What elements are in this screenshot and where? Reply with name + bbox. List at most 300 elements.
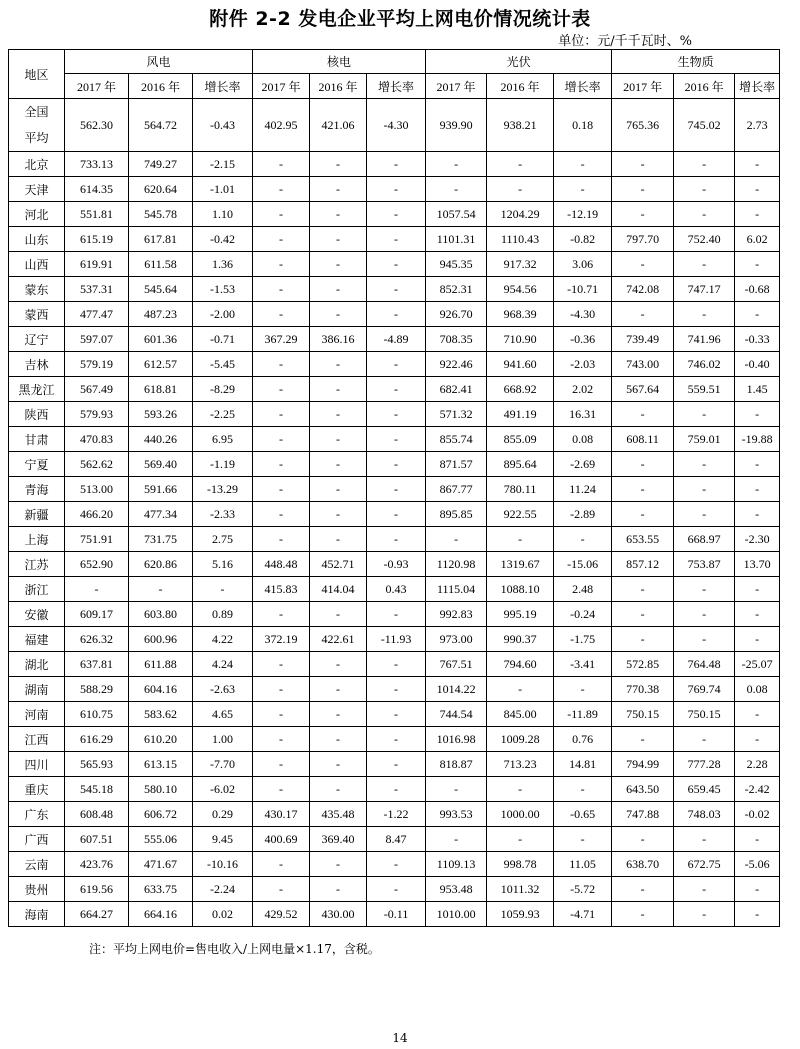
- value-cell: 620.64: [129, 177, 193, 202]
- value-cell: -: [367, 727, 426, 752]
- value-cell: 926.70: [426, 302, 487, 327]
- value-cell: -: [612, 827, 674, 852]
- value-cell: -: [735, 177, 780, 202]
- value-cell: 945.35: [426, 252, 487, 277]
- value-cell: 6.95: [193, 427, 253, 452]
- value-cell: -: [310, 852, 367, 877]
- value-cell: 1120.98: [426, 552, 487, 577]
- value-cell: 477.34: [129, 502, 193, 527]
- value-cell: -: [367, 177, 426, 202]
- region-cell: [9, 402, 65, 427]
- value-cell: 2.73: [735, 99, 780, 152]
- value-cell: 1.00: [193, 727, 253, 752]
- value-cell: 1109.13: [426, 852, 487, 877]
- region-name: 北京: [24, 157, 49, 172]
- region-name: 四川: [24, 757, 49, 772]
- region-cell: [9, 802, 65, 827]
- value-cell: -4.30: [367, 99, 426, 152]
- region-name: 全国: [24, 105, 49, 119]
- value-cell: 604.16: [129, 677, 193, 702]
- value-cell: 1101.31: [426, 227, 487, 252]
- value-cell: 6.02: [735, 227, 780, 252]
- value-cell: -: [367, 202, 426, 227]
- table-row: [9, 502, 780, 527]
- value-cell: -: [674, 827, 735, 852]
- value-cell: 491.19: [487, 402, 554, 427]
- value-cell: 565.93: [65, 752, 129, 777]
- unit-label: 单位：元/千千瓦时、%: [558, 34, 692, 49]
- value-cell: 770.38: [612, 677, 674, 702]
- value-cell: -5.72: [554, 877, 612, 902]
- value-cell: 922.55: [487, 502, 554, 527]
- region-cell: [9, 577, 65, 602]
- value-cell: -: [674, 602, 735, 627]
- value-cell: -: [310, 777, 367, 802]
- value-cell: -: [367, 402, 426, 427]
- region-name: 新疆: [24, 507, 49, 522]
- value-cell: 992.83: [426, 602, 487, 627]
- value-cell: -: [554, 827, 612, 852]
- value-cell: -0.42: [193, 227, 253, 252]
- value-cell: 668.92: [487, 377, 554, 402]
- table-row: [9, 602, 780, 627]
- value-cell: -2.15: [193, 152, 253, 177]
- value-cell: 954.56: [487, 277, 554, 302]
- value-cell: -: [735, 252, 780, 277]
- region-name: 陕西: [24, 407, 49, 422]
- value-cell: 743.00: [612, 352, 674, 377]
- value-cell: -: [253, 227, 310, 252]
- region-cell: [9, 627, 65, 652]
- value-cell: -: [253, 302, 310, 327]
- table-row: [9, 277, 780, 302]
- value-cell: -: [674, 402, 735, 427]
- value-cell: -0.40: [735, 352, 780, 377]
- value-cell: 746.02: [674, 352, 735, 377]
- value-cell: -: [310, 652, 367, 677]
- region-name: 湖南: [24, 682, 49, 697]
- value-cell: 470.83: [65, 427, 129, 452]
- value-cell: 777.28: [674, 752, 735, 777]
- region-name: 宁夏: [24, 457, 49, 472]
- value-cell: 414.04: [310, 577, 367, 602]
- table-row: [9, 477, 780, 502]
- value-cell: 11.05: [554, 852, 612, 877]
- value-cell: 794.99: [612, 752, 674, 777]
- table-row: [9, 377, 780, 402]
- value-cell: -0.11: [367, 902, 426, 927]
- value-cell: -: [253, 727, 310, 752]
- value-cell: -0.65: [554, 802, 612, 827]
- value-cell: 652.90: [65, 552, 129, 577]
- value-cell: 513.00: [65, 477, 129, 502]
- value-cell: -: [253, 202, 310, 227]
- value-cell: -6.02: [193, 777, 253, 802]
- value-cell: -19.88: [735, 427, 780, 452]
- value-cell: -: [310, 602, 367, 627]
- value-cell: 4.65: [193, 702, 253, 727]
- value-cell: 429.52: [253, 902, 310, 927]
- value-cell: -1.19: [193, 452, 253, 477]
- value-cell: 668.97: [674, 527, 735, 552]
- value-cell: -0.68: [735, 277, 780, 302]
- value-cell: 742.08: [612, 277, 674, 302]
- value-cell: 610.20: [129, 727, 193, 752]
- value-cell: 601.36: [129, 327, 193, 352]
- table-row: [9, 827, 780, 852]
- table-row: [9, 177, 780, 202]
- region-name: 广西: [24, 832, 49, 847]
- value-cell: 765.36: [612, 99, 674, 152]
- value-cell: 471.67: [129, 852, 193, 877]
- value-cell: 618.81: [129, 377, 193, 402]
- value-cell: 0.43: [367, 577, 426, 602]
- value-cell: 750.15: [674, 702, 735, 727]
- value-cell: 435.48: [310, 802, 367, 827]
- value-cell: -: [674, 452, 735, 477]
- value-cell: 386.16: [310, 327, 367, 352]
- value-cell: -2.30: [735, 527, 780, 552]
- table-row: [9, 227, 780, 252]
- region-name: 河北: [24, 207, 49, 222]
- region-name: 上海: [24, 532, 49, 547]
- value-cell: 633.75: [129, 877, 193, 902]
- group-header-wind: 风电: [65, 50, 253, 74]
- value-cell: -: [367, 427, 426, 452]
- value-cell: 591.66: [129, 477, 193, 502]
- value-cell: 995.19: [487, 602, 554, 627]
- table-row: [9, 777, 780, 802]
- table-row: [9, 99, 780, 152]
- value-cell: -: [426, 152, 487, 177]
- value-cell: -: [735, 727, 780, 752]
- value-cell: 616.29: [65, 727, 129, 752]
- table-row: [9, 552, 780, 577]
- region-name: 平均: [24, 131, 49, 145]
- value-cell: 430.00: [310, 902, 367, 927]
- value-cell: 614.35: [65, 177, 129, 202]
- value-cell: -: [253, 452, 310, 477]
- value-cell: -: [367, 527, 426, 552]
- value-cell: -1.01: [193, 177, 253, 202]
- value-cell: 545.18: [65, 777, 129, 802]
- value-cell: 1088.10: [487, 577, 554, 602]
- value-cell: -: [612, 627, 674, 652]
- table-row: [9, 877, 780, 902]
- value-cell: 747.17: [674, 277, 735, 302]
- value-cell: -: [612, 477, 674, 502]
- value-cell: -: [253, 252, 310, 277]
- value-cell: -12.19: [554, 202, 612, 227]
- value-cell: -: [253, 777, 310, 802]
- value-cell: -: [612, 252, 674, 277]
- value-cell: 638.70: [612, 852, 674, 877]
- value-cell: -: [674, 577, 735, 602]
- region-cell: [9, 552, 65, 577]
- value-cell: -: [253, 702, 310, 727]
- value-cell: 423.76: [65, 852, 129, 877]
- region-cell: [9, 777, 65, 802]
- value-cell: 0.02: [193, 902, 253, 927]
- value-cell: 611.58: [129, 252, 193, 277]
- region-name: 云南: [24, 857, 49, 872]
- value-cell: -: [612, 402, 674, 427]
- value-cell: -: [735, 302, 780, 327]
- value-cell: -: [367, 852, 426, 877]
- region-cell: [9, 152, 65, 177]
- value-cell: 562.30: [65, 99, 129, 152]
- value-cell: -11.93: [367, 627, 426, 652]
- value-cell: 579.93: [65, 402, 129, 427]
- value-cell: -: [367, 377, 426, 402]
- value-cell: 664.27: [65, 902, 129, 927]
- value-cell: 939.90: [426, 99, 487, 152]
- subheader-2016: 2016 年: [310, 74, 367, 99]
- value-cell: 741.96: [674, 327, 735, 352]
- value-cell: -2.03: [554, 352, 612, 377]
- value-cell: 748.03: [674, 802, 735, 827]
- value-cell: -: [367, 352, 426, 377]
- value-cell: -: [310, 277, 367, 302]
- value-cell: -: [612, 502, 674, 527]
- value-cell: 545.64: [129, 277, 193, 302]
- value-cell: -: [487, 827, 554, 852]
- region-name: 蒙东: [24, 282, 49, 297]
- value-cell: -: [253, 402, 310, 427]
- value-cell: -: [674, 177, 735, 202]
- region-cell: [9, 427, 65, 452]
- value-cell: -: [310, 502, 367, 527]
- region-cell: [9, 177, 65, 202]
- value-cell: -: [65, 577, 129, 602]
- region-cell: [9, 202, 65, 227]
- table-row: [9, 727, 780, 752]
- value-cell: -: [310, 702, 367, 727]
- value-cell: 415.83: [253, 577, 310, 602]
- value-cell: 1011.32: [487, 877, 554, 902]
- value-cell: 3.06: [554, 252, 612, 277]
- value-cell: -: [612, 577, 674, 602]
- value-cell: -: [674, 877, 735, 902]
- value-cell: 953.48: [426, 877, 487, 902]
- value-cell: -: [310, 177, 367, 202]
- value-cell: -: [253, 877, 310, 902]
- value-cell: -: [367, 152, 426, 177]
- table-row: [9, 902, 780, 927]
- region-name: 黑龙江: [18, 382, 55, 397]
- value-cell: 708.35: [426, 327, 487, 352]
- region-name: 江西: [24, 732, 49, 747]
- value-cell: 2.28: [735, 752, 780, 777]
- value-cell: -: [310, 152, 367, 177]
- subheader-2017: 2017 年: [612, 74, 674, 99]
- value-cell: 487.23: [129, 302, 193, 327]
- table-row: [9, 327, 780, 352]
- region-name: 甘肃: [24, 432, 49, 447]
- table-row: [9, 802, 780, 827]
- value-cell: 569.40: [129, 452, 193, 477]
- value-cell: -: [735, 452, 780, 477]
- value-cell: -: [310, 352, 367, 377]
- region-cell: [9, 702, 65, 727]
- value-cell: 0.89: [193, 602, 253, 627]
- value-cell: -: [367, 452, 426, 477]
- value-cell: -: [612, 877, 674, 902]
- value-cell: -: [554, 777, 612, 802]
- value-cell: -: [674, 627, 735, 652]
- value-cell: 0.08: [554, 427, 612, 452]
- value-cell: -13.29: [193, 477, 253, 502]
- value-cell: 551.81: [65, 202, 129, 227]
- value-cell: -: [487, 527, 554, 552]
- value-cell: -: [735, 152, 780, 177]
- value-cell: -: [253, 602, 310, 627]
- table-row: [9, 152, 780, 177]
- value-cell: -: [367, 252, 426, 277]
- value-cell: 751.91: [65, 527, 129, 552]
- value-cell: 606.72: [129, 802, 193, 827]
- value-cell: -: [487, 152, 554, 177]
- value-cell: 731.75: [129, 527, 193, 552]
- value-cell: -10.71: [554, 277, 612, 302]
- value-cell: 0.29: [193, 802, 253, 827]
- value-cell: 818.87: [426, 752, 487, 777]
- value-cell: -: [735, 602, 780, 627]
- value-cell: 1010.00: [426, 902, 487, 927]
- value-cell: -: [193, 577, 253, 602]
- value-cell: 13.70: [735, 552, 780, 577]
- value-cell: -2.89: [554, 502, 612, 527]
- value-cell: -1.22: [367, 802, 426, 827]
- value-cell: -: [253, 652, 310, 677]
- value-cell: 1009.28: [487, 727, 554, 752]
- value-cell: -: [367, 477, 426, 502]
- value-cell: 421.06: [310, 99, 367, 152]
- value-cell: -: [367, 877, 426, 902]
- value-cell: -0.93: [367, 552, 426, 577]
- value-cell: 567.49: [65, 377, 129, 402]
- value-cell: -5.45: [193, 352, 253, 377]
- value-cell: 855.74: [426, 427, 487, 452]
- value-cell: -: [735, 577, 780, 602]
- region-cell: [9, 677, 65, 702]
- value-cell: -1.53: [193, 277, 253, 302]
- region-name: 青海: [24, 482, 49, 497]
- value-cell: 769.74: [674, 677, 735, 702]
- value-cell: 564.72: [129, 99, 193, 152]
- value-cell: 637.81: [65, 652, 129, 677]
- value-cell: -0.36: [554, 327, 612, 352]
- value-cell: -: [367, 227, 426, 252]
- value-cell: -: [253, 177, 310, 202]
- page-title: 附件 2-2 发电企业平均上网电价情况统计表: [209, 8, 591, 30]
- value-cell: 895.85: [426, 502, 487, 527]
- region-name: 辽宁: [24, 332, 49, 347]
- value-cell: 659.45: [674, 777, 735, 802]
- subheader-2016: 2016 年: [487, 74, 554, 99]
- value-cell: -: [426, 177, 487, 202]
- region-cell: [9, 727, 65, 752]
- value-cell: -: [310, 402, 367, 427]
- value-cell: 1319.67: [487, 552, 554, 577]
- value-cell: 753.87: [674, 552, 735, 577]
- region-name: 山东: [24, 232, 49, 247]
- value-cell: -: [310, 727, 367, 752]
- table-row: [9, 527, 780, 552]
- value-cell: -2.00: [193, 302, 253, 327]
- subheader-2017: 2017 年: [426, 74, 487, 99]
- price-table: [8, 49, 780, 927]
- value-cell: -: [735, 902, 780, 927]
- region-name: 重庆: [24, 782, 49, 797]
- region-cell: [9, 852, 65, 877]
- subheader-growth: 增长率: [193, 74, 253, 99]
- region-name: 天津: [24, 182, 49, 197]
- table-row: [9, 627, 780, 652]
- value-cell: -: [612, 202, 674, 227]
- value-cell: -0.82: [554, 227, 612, 252]
- value-cell: 733.13: [65, 152, 129, 177]
- region-cell: [9, 652, 65, 677]
- value-cell: -0.24: [554, 602, 612, 627]
- value-cell: 752.40: [674, 227, 735, 252]
- value-cell: 1000.00: [487, 802, 554, 827]
- region-name: 湖北: [24, 657, 49, 672]
- subheader-growth: 增长率: [554, 74, 612, 99]
- value-cell: -0.71: [193, 327, 253, 352]
- value-cell: -0.43: [193, 99, 253, 152]
- value-cell: -: [367, 302, 426, 327]
- value-cell: 16.31: [554, 402, 612, 427]
- value-cell: 852.31: [426, 277, 487, 302]
- subheader-2016: 2016 年: [674, 74, 735, 99]
- table-row: [9, 402, 780, 427]
- region-cell: [9, 902, 65, 927]
- value-cell: -: [367, 502, 426, 527]
- table-row: [9, 202, 780, 227]
- value-cell: -: [735, 202, 780, 227]
- value-cell: 855.09: [487, 427, 554, 452]
- value-cell: 917.32: [487, 252, 554, 277]
- value-cell: 871.57: [426, 452, 487, 477]
- value-cell: 572.85: [612, 652, 674, 677]
- value-cell: 8.47: [367, 827, 426, 852]
- value-cell: 759.01: [674, 427, 735, 452]
- value-cell: 0.76: [554, 727, 612, 752]
- value-cell: -: [487, 677, 554, 702]
- group-header-biomass: 生物质: [612, 50, 780, 74]
- value-cell: 739.49: [612, 327, 674, 352]
- region-cell: [9, 227, 65, 252]
- value-cell: -: [554, 677, 612, 702]
- value-cell: 477.47: [65, 302, 129, 327]
- value-cell: -: [253, 677, 310, 702]
- value-cell: -: [310, 427, 367, 452]
- value-cell: -: [367, 277, 426, 302]
- value-cell: 1016.98: [426, 727, 487, 752]
- value-cell: -: [367, 602, 426, 627]
- value-cell: 583.62: [129, 702, 193, 727]
- subheader-2017: 2017 年: [65, 74, 129, 99]
- value-cell: -: [674, 902, 735, 927]
- value-cell: 1110.43: [487, 227, 554, 252]
- region-cell: [9, 452, 65, 477]
- value-cell: -: [367, 752, 426, 777]
- value-cell: 2.48: [554, 577, 612, 602]
- value-cell: 713.23: [487, 752, 554, 777]
- value-cell: 867.77: [426, 477, 487, 502]
- value-cell: -: [310, 527, 367, 552]
